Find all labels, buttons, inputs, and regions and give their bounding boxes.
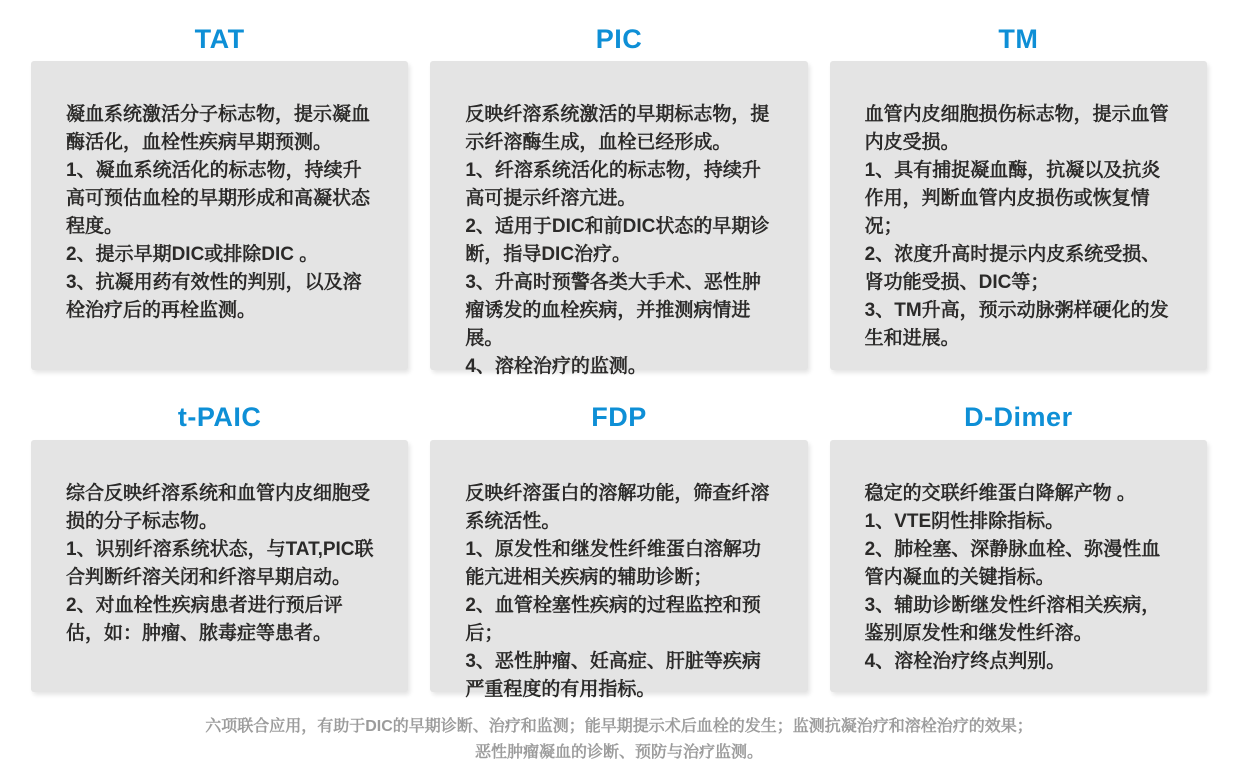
panel-intro-ddimer: 稳定的交联纤维蛋白降解产物 。	[864, 483, 1136, 504]
panel-box-ddimer	[830, 440, 1207, 692]
footnote-line-1: 六项联合应用，有助于DIC的早期诊断、治疗和监测；能早期提示术后血栓的发生；监测抗凝治疗和溶栓治疗的效果；	[205, 718, 1033, 735]
panel-ddimer	[830, 370, 1207, 692]
panel-item: 3、抗凝用药有效性的判别，以及溶栓治疗后的再栓监测。	[66, 272, 362, 321]
panel-title-ddimer: D-Dimer	[964, 402, 1073, 432]
footnote-line-2: 恶性肿瘤凝血的诊断、预防与治疗监测。	[474, 744, 763, 761]
panel-box-fdp	[430, 440, 807, 700]
panel-box-tm	[830, 61, 1207, 370]
panel-item: 2、对血栓性疾病患者进行预后评估，如：肿瘤、脓毒症等患者。	[66, 595, 343, 644]
panel-pic	[430, 24, 807, 377]
panel-item: 3、TM升高，预示动脉粥样硬化的发生和进展。	[864, 300, 1169, 349]
panel-item: 1、纤溶系统活化的标志物，持续升高可提示纤溶亢进。	[465, 160, 761, 209]
panel-item: 2、适用于DIC和前DIC状态的早期诊断，指导DIC治疗。	[465, 216, 770, 265]
panel-title-tm: TM	[998, 24, 1039, 54]
marker-grid-row-2	[31, 370, 1207, 700]
panel-item: 1、具有捕捉凝血酶，抗凝以及抗炎作用，判断血管内皮损伤或恢复情况；	[864, 160, 1161, 237]
panel-box-tat	[31, 61, 408, 370]
panel-item: 1、识别纤溶系统状态，与TAT,PIC联合判断纤溶关闭和纤溶早期启动。	[66, 539, 374, 588]
panel-box-tpaic	[31, 440, 408, 692]
panel-item: 2、肺栓塞、深静脉血栓、弥漫性血管内凝血的关键指标。	[864, 539, 1161, 588]
panel-item: 3、恶性肿瘤、妊高症、肝脏等疾病严重程度的有用指标。	[465, 651, 761, 700]
panel-item: 3、升高时预警各类大手术、恶性肿瘤诱发的血栓疾病，并推测病情进展。	[465, 272, 761, 349]
panel-item: 3、辅助诊断继发性纤溶相关疾病，鉴别原发性和继发性纤溶。	[864, 595, 1161, 644]
panel-item: 4、溶栓治疗的监测。	[465, 356, 647, 377]
panel-intro-tm: 血管内皮细胞损伤标志物，提示血管内皮受损。	[864, 104, 1169, 153]
panel-item: 4、溶栓治疗终点判别。	[864, 651, 1066, 672]
panel-box-pic	[430, 61, 807, 377]
panel-item: 1、VTE阴性排除指标。	[864, 511, 1065, 532]
panel-intro-fdp: 反映纤溶蛋白的溶解功能，筛查纤溶系统活性。	[465, 483, 770, 532]
panel-item: 1、原发性和继发性纤维蛋白溶解功能亢进相关疾病的辅助诊断；	[465, 539, 761, 588]
panel-item: 2、血管栓塞性疾病的过程监控和预后；	[465, 595, 761, 644]
panel-tpaic	[31, 370, 408, 692]
panel-title-pic: PIC	[595, 24, 643, 54]
panel-title-tat: TAT	[194, 24, 245, 54]
panel-fdp	[430, 370, 807, 700]
footnote	[31, 714, 1207, 766]
panel-item: 2、浓度升高时提示内皮系统受损、肾功能受损、DIC等；	[864, 244, 1161, 293]
panel-title-fdp: FDP	[591, 402, 647, 432]
panel-tm	[830, 24, 1207, 370]
panel-tat	[31, 24, 408, 370]
panel-item: 2、提示早期DIC或排除DIC 。	[66, 244, 319, 265]
marker-grid-row-1	[31, 24, 1207, 377]
panel-intro-tat: 凝血系统激活分子标志物，提示凝血酶活化，血栓性疾病早期预测。	[66, 104, 371, 153]
panel-item: 1、凝血系统活化的标志物，持续升高可预估血栓的早期形成和高凝状态程度。	[66, 160, 371, 237]
panel-intro-tpaic: 综合反映纤溶系统和血管内皮细胞受损的分子标志物。	[66, 483, 371, 532]
panel-intro-pic: 反映纤溶系统激活的早期标志物，提示纤溶酶生成，血栓已经形成。	[465, 104, 770, 153]
panel-title-tpaic: t-PAIC	[177, 402, 262, 432]
